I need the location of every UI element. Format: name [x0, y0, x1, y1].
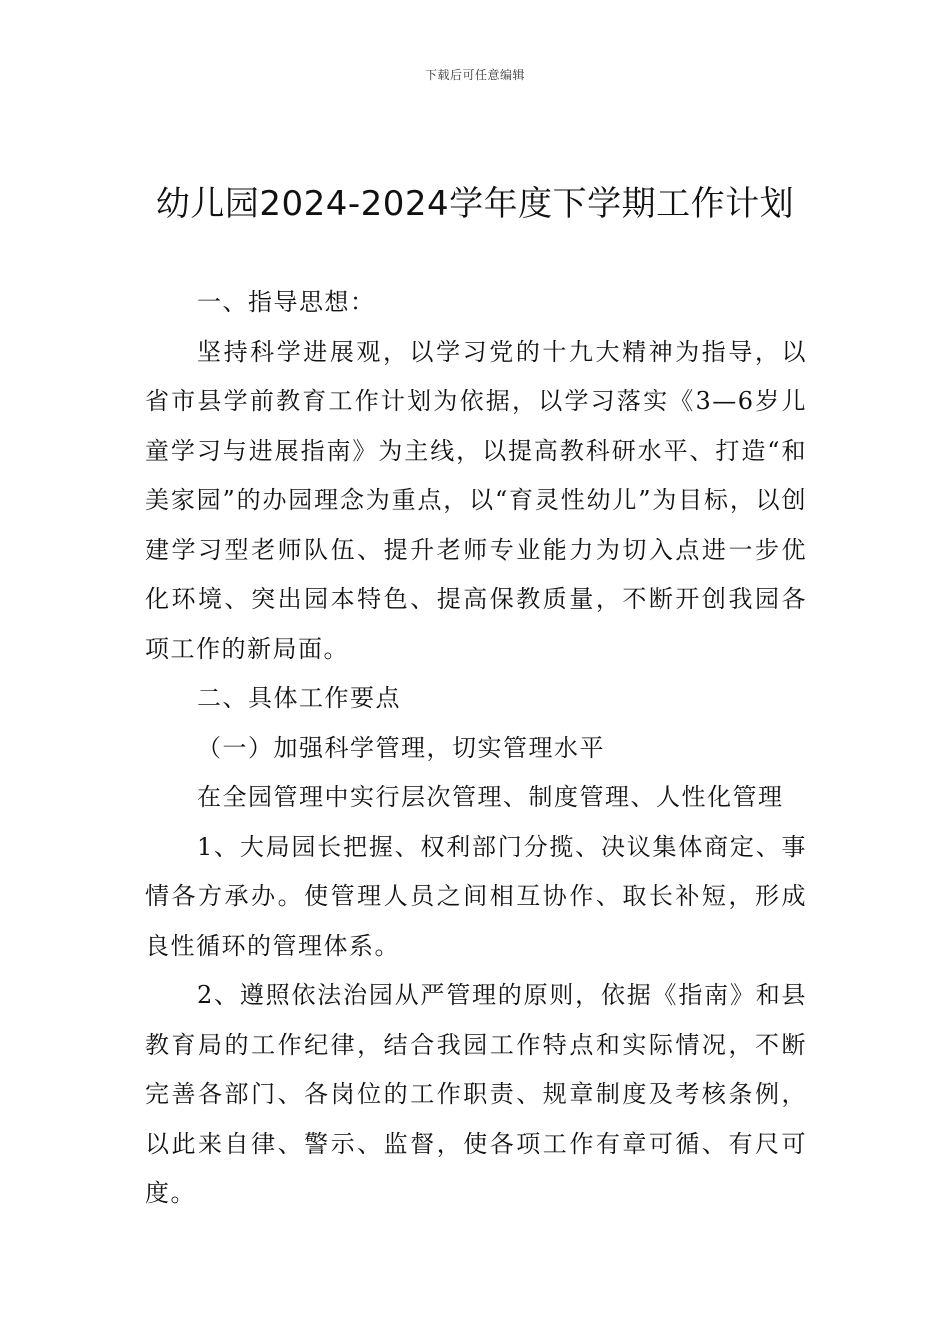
paragraph-guiding-ideology: 坚持科学进展观，以学习党的十九大精神为指导，以省市县学前教育工作计划为依据，以学习落实《3—6岁儿童学习与进展指南》为主线，以提高教科研水平、打造“和美家园”的办园理念为重点，以“育灵性幼儿”为目标，以创建学习型老师队伍、提升老师专业能力为切入点进一步优化环境、突出园本特色、提高保教质量，不断开创我园各项工作的新局面。	[145, 337, 807, 663]
subsection-heading-management: （一）加强科学管理，切实管理水平	[197, 733, 605, 762]
paragraph-item-2: 2、遵照依法治园从严管理的原则，依据《指南》和县教育局的工作纪律，结合我园工作特点和实际情况，不断完善各部门、各岗位的工作职责、规章制度及考核条例，以此来自律、警示、监督，使各项工作有章可循、有尺可度。	[145, 981, 807, 1207]
paragraph-item-1: 1、大局园长把握、权利部门分揽、决议集体商定、事情各方承办。使管理人员之间相互协作、取长补短，形成良性循环的管理体系。	[145, 832, 807, 960]
document-body	[145, 278, 807, 1219]
paragraph-management-intro: 在全园管理中实行层次管理、制度管理、人性化管理	[197, 783, 784, 811]
section-heading-work-points: 二、具体工作要点	[197, 684, 401, 712]
section-heading-guiding-ideology: 一、指导思想：	[197, 288, 376, 316]
header-note: 下载后可任意编辑	[424, 68, 525, 82]
document-title: 幼儿园2024-2024学年度下学期工作计划	[155, 184, 795, 224]
